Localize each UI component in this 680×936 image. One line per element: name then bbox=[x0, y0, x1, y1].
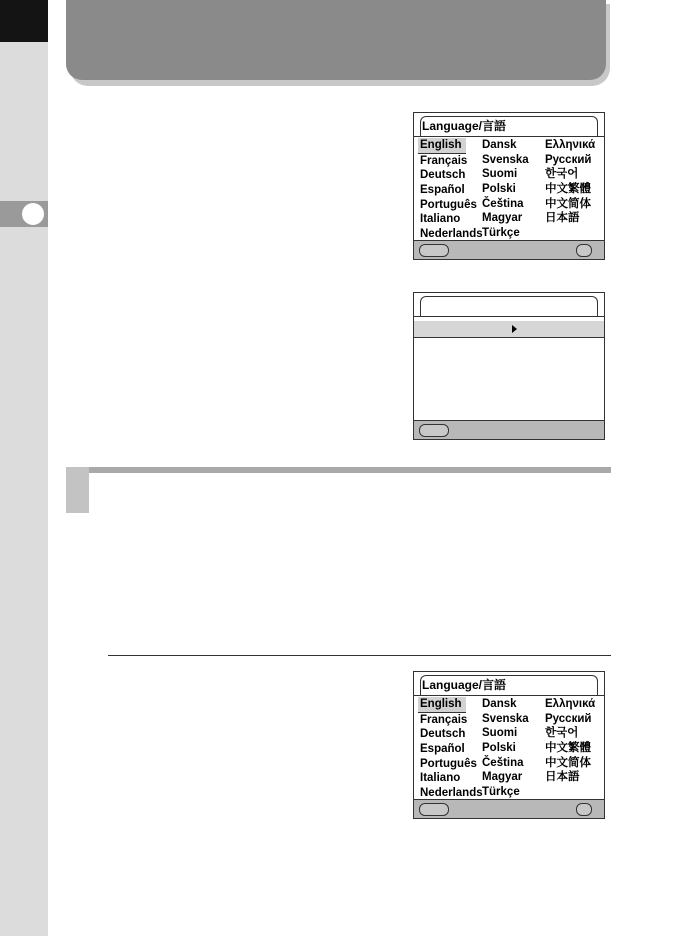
language-option[interactable]: Svenska bbox=[482, 712, 529, 725]
screen-bottom-bar bbox=[414, 799, 604, 818]
language-option[interactable]: Magyar bbox=[482, 771, 523, 784]
language-option[interactable]: Deutsch bbox=[420, 728, 466, 741]
chapter-tab-circle bbox=[22, 203, 44, 225]
language-option[interactable]: 日本語 bbox=[545, 771, 580, 784]
menu-row-highlight[interactable] bbox=[414, 321, 604, 338]
title-divider bbox=[414, 695, 604, 696]
chapter-marker bbox=[0, 0, 48, 42]
language-option[interactable]: 中文简体 bbox=[545, 756, 591, 769]
language-option[interactable]: Türkçe bbox=[482, 227, 520, 240]
screen-title: Language/言語 bbox=[422, 119, 507, 133]
menu-screen bbox=[413, 292, 605, 440]
language-option[interactable]: Türkçe bbox=[482, 786, 520, 799]
menu-button-icon bbox=[419, 244, 449, 257]
language-option[interactable]: Español bbox=[420, 743, 465, 756]
language-option[interactable]: Deutsch bbox=[420, 169, 466, 182]
language-option[interactable]: Italiano bbox=[420, 772, 461, 785]
language-option[interactable]: Português bbox=[420, 757, 477, 770]
language-option[interactable]: 中文繁體 bbox=[545, 742, 591, 755]
language-screen-2 bbox=[413, 671, 605, 819]
language-option[interactable]: Dansk bbox=[482, 139, 517, 151]
language-option[interactable]: Polski bbox=[482, 183, 516, 196]
language-option[interactable]: Nederlands bbox=[420, 228, 483, 241]
language-option[interactable]: Português bbox=[420, 198, 477, 211]
language-option[interactable]: Čeština bbox=[482, 197, 524, 210]
language-option[interactable]: Ελληνικά bbox=[545, 698, 596, 710]
language-option[interactable]: Русский bbox=[545, 153, 592, 166]
language-option[interactable]: Svenska bbox=[482, 153, 529, 166]
header-banner bbox=[66, 0, 606, 80]
language-option[interactable]: 한국어 bbox=[545, 168, 579, 181]
language-option[interactable]: Polski bbox=[482, 742, 516, 755]
language-option[interactable]: 中文简体 bbox=[545, 197, 591, 210]
language-option[interactable]: 中文繁體 bbox=[545, 183, 591, 196]
screen-tab bbox=[420, 296, 598, 317]
title-divider bbox=[414, 136, 604, 137]
language-option[interactable]: Русский bbox=[545, 712, 592, 725]
language-option[interactable]: Suomi bbox=[482, 727, 518, 740]
menu-button-icon bbox=[419, 803, 449, 816]
divider-line bbox=[108, 655, 611, 656]
ok-button-icon bbox=[576, 803, 592, 816]
title-divider bbox=[414, 316, 604, 317]
language-option[interactable]: Čeština bbox=[482, 756, 524, 769]
language-option[interactable]: Français bbox=[420, 713, 468, 726]
language-option[interactable]: Dansk bbox=[482, 698, 517, 710]
screen-bottom-bar bbox=[414, 420, 604, 439]
screen-bottom-bar bbox=[414, 240, 604, 259]
language-option[interactable]: Français bbox=[420, 154, 468, 167]
language-option[interactable]: Español bbox=[420, 184, 465, 197]
section-header-bar bbox=[66, 467, 611, 473]
screen-title: Language/言語 bbox=[422, 678, 507, 692]
language-option[interactable]: 한국어 bbox=[545, 727, 579, 740]
ok-button-icon bbox=[576, 244, 592, 257]
language-screen-1 bbox=[413, 112, 605, 260]
section-header-marker bbox=[66, 467, 89, 513]
side-strip bbox=[0, 0, 48, 936]
language-option[interactable]: Nederlands bbox=[420, 787, 483, 800]
language-option[interactable]: Magyar bbox=[482, 212, 523, 225]
language-option[interactable]: Ελληνικά bbox=[545, 139, 596, 151]
language-option[interactable]: Italiano bbox=[420, 213, 461, 226]
language-option[interactable]: 日本語 bbox=[545, 212, 580, 225]
language-option[interactable]: Suomi bbox=[482, 168, 518, 181]
arrow-right-icon bbox=[512, 325, 517, 333]
language-option[interactable]: English bbox=[418, 138, 466, 154]
menu-button-icon bbox=[419, 424, 449, 437]
language-option[interactable]: English bbox=[418, 697, 466, 713]
